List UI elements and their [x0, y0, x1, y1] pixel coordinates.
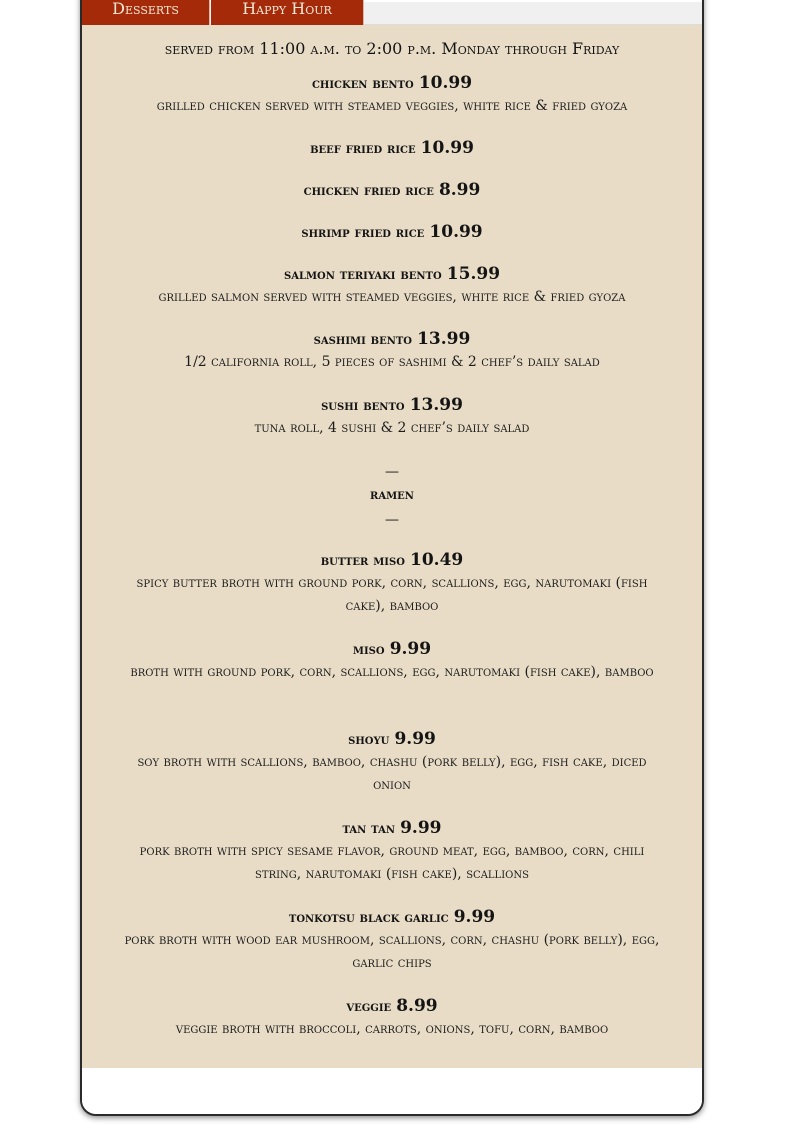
item-description: tuna roll, 4 sushi & 2 chef’s daily salad — [254, 420, 530, 436]
menu-item — [118, 395, 666, 440]
tab-desserts[interactable]: Desserts — [82, 0, 210, 25]
item-name: shrimp fried rice — [301, 225, 425, 241]
tab-bar — [82, 2, 702, 25]
menu-item — [118, 329, 666, 374]
item-price: 9.99 — [453, 907, 496, 927]
item-name: tan tan — [342, 821, 395, 837]
item-title — [118, 180, 666, 202]
divider-bottom: — — [385, 512, 399, 528]
item-name: miso — [352, 642, 385, 658]
item-title — [118, 73, 666, 95]
menu-item — [118, 639, 666, 684]
menu-item — [118, 264, 666, 309]
item-title — [118, 550, 666, 572]
item-name: sushi bento — [321, 398, 405, 414]
item-price: 9.99 — [394, 729, 436, 749]
item-description: grilled salmon served with steamed veggies, white rice & fried gyoza — [158, 289, 626, 305]
item-title — [118, 729, 666, 751]
menu-card — [80, 0, 704, 1116]
menu-item — [118, 818, 666, 886]
item-price: 13.99 — [417, 329, 471, 349]
item-description: spicy butter broth with ground pork, corn, scallions, egg, narutomaki (fish cake), bamboo — [136, 575, 648, 614]
item-price: 8.99 — [438, 180, 481, 200]
item-title — [118, 818, 666, 840]
item-name: butter miso — [320, 553, 405, 569]
item-price: 10.99 — [420, 138, 474, 158]
item-description: broth with ground pork, corn, scallions, egg, narutomaki (fish cake), bamboo — [130, 664, 654, 680]
divider-top: — — [385, 464, 399, 480]
item-name: beef fried rice — [310, 141, 416, 157]
menu-item — [118, 907, 666, 975]
item-description: 1/2 california roll, 5 pieces of sashimi & 2 chef’s daily salad — [184, 354, 600, 370]
section-title-ramen: ramen — [370, 487, 414, 503]
item-title — [118, 264, 666, 286]
item-name: veggie — [346, 999, 392, 1015]
tab-happy-hour[interactable]: Happy Hour — [211, 0, 364, 25]
item-description: soy broth with scallions, bamboo, chashu (pork belly), egg, fish cake, diced onion — [137, 754, 647, 793]
item-price: 8.99 — [396, 996, 438, 1016]
item-name: shoyu — [348, 732, 390, 748]
item-price: 10.99 — [429, 222, 483, 242]
menu-item — [118, 996, 666, 1041]
serving-hours: served from 11:00 a.m. to 2:00 p.m. Monday through Friday — [164, 39, 620, 58]
item-price: 15.99 — [446, 264, 501, 284]
item-name: sashimi bento — [313, 332, 412, 348]
item-name: chicken bento — [311, 76, 414, 92]
item-name: tonkotsu black garlic — [288, 910, 449, 926]
menu-item — [118, 73, 666, 118]
item-description: grilled chicken served with steamed veggies, white rice & fried gyoza — [156, 98, 628, 114]
item-price: 13.99 — [409, 395, 463, 415]
menu-item — [118, 138, 666, 160]
item-title — [118, 395, 666, 417]
item-price: 10.49 — [410, 550, 464, 570]
item-description: veggie broth with broccoli, carrots, onions, tofu, corn, bamboo — [175, 1021, 609, 1037]
item-title — [118, 329, 666, 351]
item-name: chicken fried rice — [303, 183, 434, 199]
menu-item — [118, 729, 666, 797]
item-price: 10.99 — [418, 73, 473, 93]
item-name: salmon teriyaki bento — [283, 267, 442, 283]
lunch-menu-panel — [82, 25, 702, 1068]
menu-item — [118, 550, 666, 618]
item-title — [118, 907, 666, 929]
item-title — [118, 222, 666, 244]
item-description: pork broth with spicy sesame flavor, ground meat, egg, bamboo, corn, chili string, narutomaki (fish cake), scallions — [139, 843, 645, 882]
item-title — [118, 996, 666, 1018]
item-description: pork broth with wood ear mushroom, scallions, corn, chashu (pork belly), egg, garlic chips — [124, 932, 660, 971]
item-price: 9.99 — [389, 639, 432, 659]
menu-item — [118, 222, 666, 244]
item-title — [118, 138, 666, 160]
item-title — [118, 639, 666, 661]
item-price: 9.99 — [400, 818, 442, 838]
menu-item — [118, 180, 666, 202]
card-footer — [82, 1068, 702, 1116]
